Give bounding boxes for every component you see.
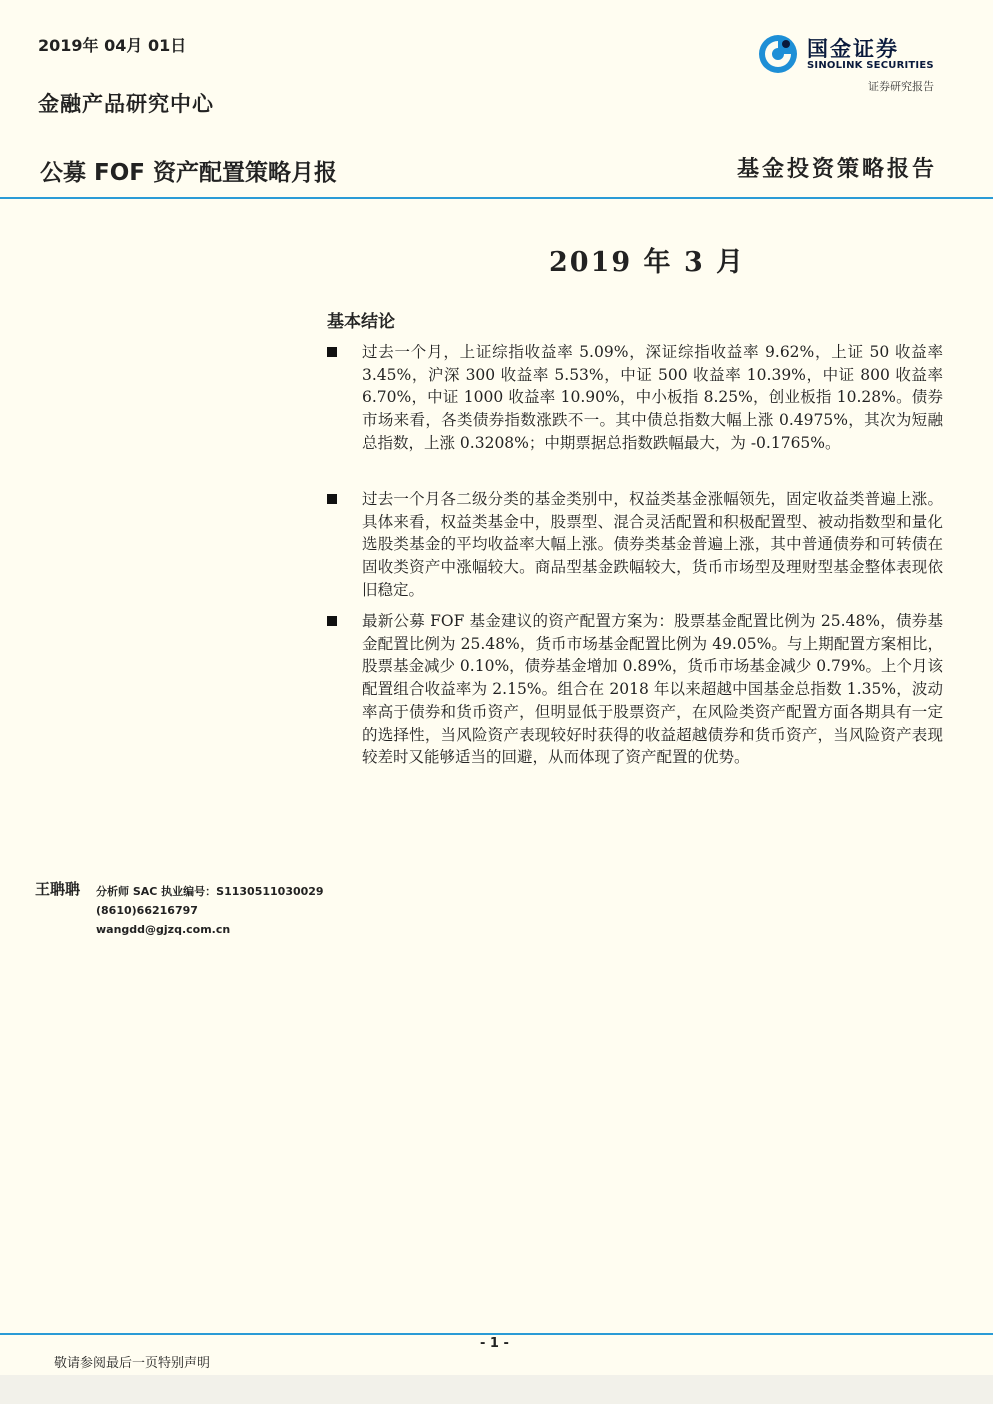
author-email[interactable]: wangdd@gjzq.com.cn bbox=[96, 923, 231, 936]
page-number: - 1 - bbox=[480, 1336, 509, 1351]
conclusion-bullet bbox=[327, 341, 943, 455]
square-bullet-icon bbox=[327, 494, 337, 504]
author-name: 王聃聃 bbox=[35, 880, 81, 898]
report-title: 公募 FOF 资产配置策略月报 bbox=[40, 160, 337, 186]
header-divider bbox=[0, 197, 993, 199]
footer-disclaimer: 敬请参阅最后一页特别声明 bbox=[54, 1356, 211, 1371]
conclusion-bullet bbox=[327, 488, 943, 602]
author-credential: 分析师 SAC 执业编号：S1130511030029 bbox=[96, 885, 324, 898]
logo-english-name: SINOLINK SECURITIES bbox=[807, 60, 934, 71]
report-month: 2019 年 3 月 bbox=[549, 247, 746, 278]
report-date: 2019年 04月 01日 bbox=[38, 36, 187, 55]
department-name: 金融产品研究中心 bbox=[38, 91, 214, 116]
square-bullet-icon bbox=[327, 347, 337, 357]
footer-divider bbox=[0, 1333, 993, 1335]
logo-tagline: 证券研究报告 bbox=[868, 80, 934, 93]
bottom-band bbox=[0, 1375, 993, 1404]
bullet-text: 过去一个月，上证综指收益率 5.09%，深证综指收益率 9.62%，上证 50 收益率 3.45%，沪深 300 收益率 5.53%，中证 500 收益率 10.39%，中证 800 收益率 6.70%，中证 1000 收益率 10.90%，中小板指 8.25%，创业板指 10.28%。债券市场来看，各类债券指数涨跌不一。其中债总指数大幅上涨 0.4975%，其次为短融总指数，上涨 0.3208%；中期票据总指数跌幅最大，为 -0.1765%。 bbox=[362, 343, 943, 452]
bullet-text: 过去一个月各二级分类的基金类别中，权益类基金涨幅领先，固定收益类普遍上涨。具体来看，权益类基金中，股票型、混合灵活配置和积极配置型、被动指数型和量化选股类基金的平均收益率大幅上涨。债券类基金普遍上涨，其中普通债券和可转债在固收类资产中涨幅较大。商品型基金跌幅较大，货币市场型及理财型基金整体表现依旧稳定。 bbox=[362, 490, 943, 599]
report-type: 基金投资策略报告 bbox=[736, 156, 937, 182]
company-logo bbox=[757, 33, 947, 95]
logo-chinese-name: 国金证券 bbox=[807, 37, 899, 61]
conclusion-bullet bbox=[327, 610, 943, 769]
sinolink-logo-icon bbox=[757, 33, 799, 75]
section-title: 基本结论 bbox=[327, 312, 395, 332]
author-info bbox=[96, 882, 324, 939]
bullet-text: 最新公募 FOF 基金建议的资产配置方案为：股票基金配置比例为 25.48%，债券基金配置比例为 25.48%，货币市场基金配置比例为 49.05%。与上期配置方案相比，股票基金减少 0.10%，债券基金增加 0.89%，货币市场基金减少 0.79%。上个月该配置组合收益率为 2.15%。组合在 2018 年以来超越中国基金总指数 1.35%，波动率高于债券和货币资产，但明显低于股票资产，在风险类资产配置方面各期具有一定的选择性，当风险资产表现较好时获得的收益超越债券和货币资产，当风险资产表现较差时又能够适当的回避，从而体现了资产配置的优势。 bbox=[362, 612, 944, 767]
author-phone: (8610)66216797 bbox=[96, 904, 198, 917]
square-bullet-icon bbox=[327, 616, 337, 626]
